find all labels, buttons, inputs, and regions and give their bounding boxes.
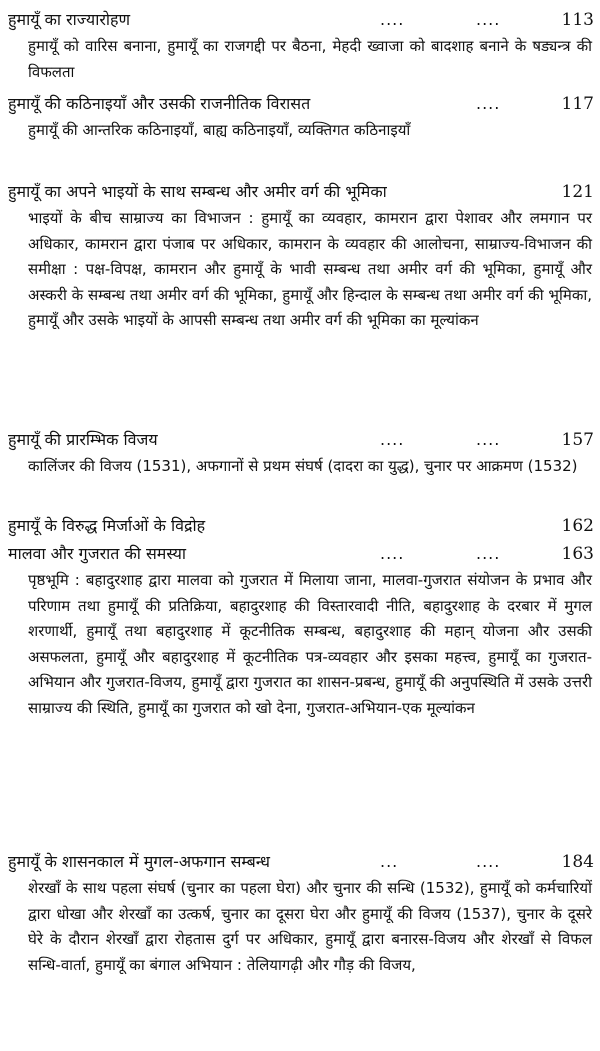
toc-entry <box>0 848 600 978</box>
toc-entry-heading[interactable] <box>0 426 600 454</box>
toc-entry <box>0 178 600 334</box>
toc-entry-heading[interactable] <box>0 178 600 206</box>
leader-dots: .... <box>476 10 501 29</box>
leader-dots: ... <box>380 852 399 871</box>
toc-entry-heading[interactable] <box>0 6 600 34</box>
page-number: 184 <box>561 852 594 872</box>
leader-dots: .... <box>380 430 405 449</box>
toc-entry <box>0 426 600 480</box>
entry-description: भाइयों के बीच साम्राज्य का विभाजन : हुमायूँ का व्यवहार, कामरान द्वारा पेशावर और लमगान पर अधिकार, कामरान द्वारा पंजाब पर अधिकार, कामरान के व्यवहार की आलोचना, साम्राज्य-विभाजन की समीक्षा : पक्ष-विपक्ष, कामरान और हुमायूँ के भावी सम्बन्ध तथा अमीर वर्ग की भूमिका, हुमायूँ और अस्करी के सम्बन्ध तथा अमीर वर्ग की भूमिका, हुमायूँ और हिन्दाल के सम्बन्ध तथा अमीर वर्ग की भूमिका, हुमायूँ और उसके भाइयों के आपसी सम्बन्ध तथा अमीर वर्ग की भूमिका का मूल्यांकन <box>28 209 592 329</box>
leader-dots: .... <box>476 852 501 871</box>
toc-entry <box>0 540 600 721</box>
entry-title: हुमायूँ का राज्यारोहण <box>8 10 131 29</box>
entry-title: हुमायूँ की प्रारम्भिक विजय <box>8 430 158 449</box>
toc-entry <box>0 6 600 85</box>
entry-title: हुमायूँ की कठिनाइयाँ और उसकी राजनीतिक विरासत <box>8 94 311 113</box>
leader-dots: .... <box>476 544 501 563</box>
entry-description: शेरखाँ के साथ पहला संघर्ष (चुनार का पहला घेरा) और चुनार की सन्धि (1532), हुमायूँ को कर्मचारियों द्वारा धोखा और शेरखाँ का उत्कर्ष, चुनार का दूसरा घेरा और हुमायूँ की विजय (1537), चुनार के दूसरे घेरे के दौरान शेरखाँ द्वारा रोहतास दुर्ग पर अधिकार, हुमायूँ द्वारा बनारस-विजय और शेरखाँ से विफल सन्धि-वार्ता, हुमायूँ का बंगाल अभियान : तेलियागढ़ी और गौड़ की विजय, <box>28 879 592 974</box>
toc-entry <box>0 90 600 144</box>
entry-title: मालवा और गुजरात की समस्या <box>8 544 187 563</box>
page-number: 162 <box>561 516 594 536</box>
page-number: 157 <box>561 430 594 450</box>
entry-description: हुमायूँ की आन्तरिक कठिनाइयाँ, बाह्य कठिनाइयाँ, व्यक्तिगत कठिनाइयाँ <box>28 121 411 139</box>
leader-dots: .... <box>380 544 405 563</box>
toc-entry <box>0 512 600 540</box>
toc-entry-heading[interactable] <box>0 90 600 118</box>
page-number: 163 <box>561 544 594 564</box>
entry-description: पृष्ठभूमि : बहादुरशाह द्वारा मालवा को गुजरात में मिलाया जाना, मालवा-गुजरात संयोजन के प्रभाव और परिणाम तथा हुमायूँ की प्रतिक्रिया, बहादुरशाह की विस्तारवादी नीति, बहादुरशाह के दरबार में मुगल शरणार्थी, हुमायूँ तथा बहादुरशाह में कूटनीतिक सम्बन्ध, बहादुरशाह की महान् योजना और उसकी असफलता, हुमायूँ और बहादुरशाह में कूटनीतिक पत्र-व्यवहार और इसका महत्त्व, हुमायूँ का गुजरात-अभियान और गुजरात-विजय, हुमायूँ द्वारा गुजरात का शासन-प्रबन्ध, हुमायूँ की अनुपस्थिति में उसके उत्तरी साम्राज्य की स्थिति, हुमायूँ का गुजरात को खो देना, गुजरात-अभियान-एक मूल्यांकन <box>28 571 592 717</box>
entry-title: हुमायूँ के विरुद्ध मिर्जाओं के विद्रोह <box>8 516 206 535</box>
entry-title: हुमायूँ का अपने भाइयों के साथ सम्बन्ध और अमीर वर्ग की भूमिका <box>8 182 387 201</box>
leader-dots: .... <box>380 10 405 29</box>
entry-description: हुमायूँ को वारिस बनाना, हुमायूँ का राजगद्दी पर बैठना, मेहदी ख्वाजा को बादशाह बनाने के षड्यन्त्र की विफलता <box>28 37 592 81</box>
toc-entry-heading[interactable] <box>0 848 600 876</box>
toc-entry-heading[interactable] <box>0 540 600 568</box>
page-number: 113 <box>561 10 594 30</box>
leader-dots: .... <box>476 94 501 113</box>
page-number: 121 <box>561 182 594 202</box>
leader-dots: .... <box>476 430 501 449</box>
entry-description: कालिंजर की विजय (1531), अफगानों से प्रथम संघर्ष (दादरा का युद्ध), चुनार पर आक्रमण (1532) <box>28 457 578 475</box>
entry-title: हुमायूँ के शासनकाल में मुगल-अफगान सम्बन्ध <box>8 852 270 871</box>
page-number: 117 <box>561 94 594 114</box>
toc-entry-heading[interactable] <box>0 512 600 540</box>
